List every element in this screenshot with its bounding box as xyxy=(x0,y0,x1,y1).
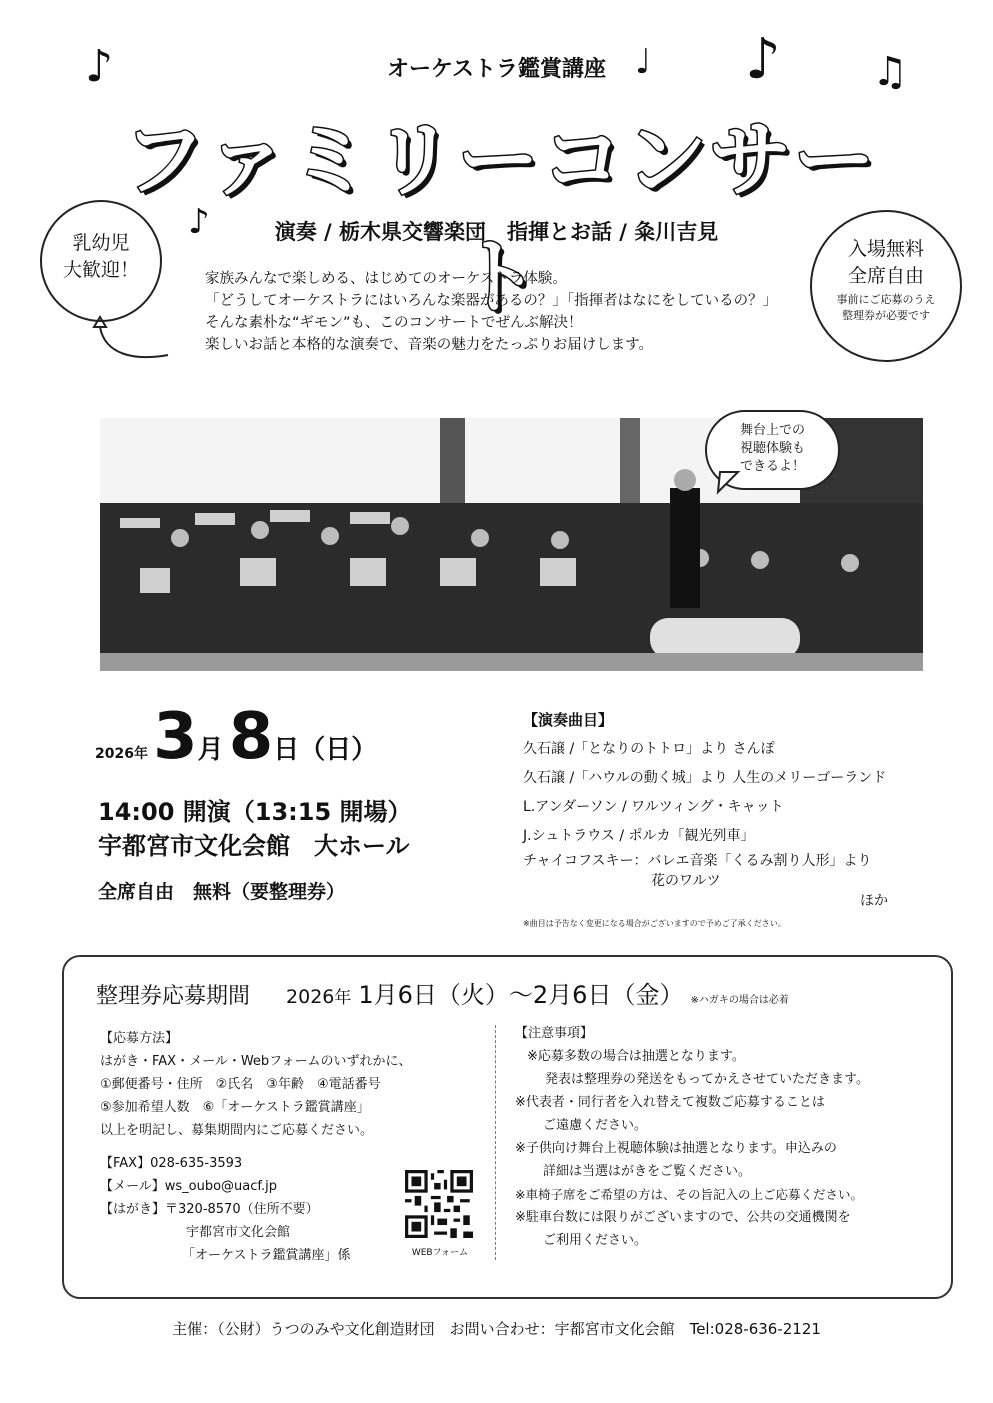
period-range: 1月6日（火）～2月6日（金） xyxy=(358,981,684,1009)
program-item: 花のワルツ xyxy=(651,873,721,889)
music-note-icon: ♪ xyxy=(745,27,781,92)
caution-line: ご利用ください。 xyxy=(543,1233,648,1248)
application-period xyxy=(96,975,789,1010)
program-item: 久石譲 /「となりのトトロ」より さんぽ xyxy=(523,741,775,757)
program-others: ほか xyxy=(860,893,888,909)
program-heading: 【演奏曲目】 xyxy=(523,711,614,729)
badge-line3: 事前にご応募のうえ xyxy=(836,293,936,306)
caution-line: ご遠慮ください。 xyxy=(543,1118,648,1133)
bubble-line: できるよ！ xyxy=(739,459,805,474)
date-year: 2026 xyxy=(95,746,134,762)
date-month-suffix: 月 xyxy=(197,735,224,765)
badge-line2: 全席自由 xyxy=(847,265,924,287)
intro-line: 「どうしてオーケストラにはいろんな楽器があるの？」「指揮者はなにをしているの？」 xyxy=(205,293,778,309)
start-time: 14:00 開演（13:15 開場） xyxy=(98,798,412,826)
intro-line: そんな素朴な“ギモン”も、このコンサートでぜんぶ解決！ xyxy=(205,315,583,331)
cautions xyxy=(515,1022,940,1252)
qr-label: WEBフォーム xyxy=(411,1248,469,1258)
caution-line: ※子供向け舞台上視聴体験は抽選となります。申込みの xyxy=(515,1141,837,1156)
music-note-icon: ♪ xyxy=(188,202,210,242)
series-title: オーケストラ鑑賞講座 xyxy=(386,57,607,82)
email-address: 【メール】ws_oubo@uacf.jp xyxy=(100,1179,278,1194)
intro-line: 楽しいお話と本格的な演奏で、音楽の魅力をたっぷりお届けします。 xyxy=(205,337,654,353)
method-line: ⑤参加希望人数 ⑥「オーケストラ鑑賞講座」 xyxy=(100,1100,370,1115)
beamed-notes-icon: ♫ xyxy=(872,49,908,95)
balloon-line1: 乳幼児 xyxy=(72,232,130,254)
cautions-heading: 【注意事項】 xyxy=(515,1026,594,1041)
method-line: ①郵便番号・住所 ②氏名 ③年齢 ④電話番号 xyxy=(100,1077,381,1092)
date-month: 3 xyxy=(153,700,198,774)
method-line: はがき・FAX・メール・Webフォームのいずれかに、 xyxy=(100,1054,412,1069)
caution-line: ※代表者・同行者を入れ替えて複数ご応募することは xyxy=(515,1095,825,1110)
caution-line: ※車椅子席をご希望の方は、その旨記入の上ご応募ください。 xyxy=(515,1187,863,1202)
postal-address-line3: 「オーケストラ鑑賞講座」係 xyxy=(182,1248,351,1263)
seating-info: 全席自由 無料（要整理券） xyxy=(98,881,346,903)
balloon-string-icon xyxy=(90,315,180,365)
concert-title: ファミリーコンサート xyxy=(122,113,878,325)
bubble-line: 視聴体験も xyxy=(739,441,805,456)
badge-line1: 入場無料 xyxy=(847,238,924,260)
program-list xyxy=(523,706,943,931)
infant-welcome-balloon xyxy=(40,200,162,322)
program-item: J.シュトラウス / ポルカ「観光列車」 xyxy=(523,828,755,844)
fax-number: 【FAX】028-635-3593 xyxy=(100,1156,243,1171)
postal-address: 【はがき】〒320-8570（住所不要） xyxy=(100,1202,319,1217)
caution-line: ※応募多数の場合は抽選となります。 xyxy=(527,1049,745,1064)
organizer-contact-footer: 主催：（公財）うつのみや文化創造財団 お問い合わせ：宇都宮市文化会館 Tel:028-636-2121 xyxy=(172,1320,821,1338)
caution-line: 発表は整理券の発送をもってかえさせていただきます。 xyxy=(545,1072,869,1087)
bubble-tail-icon xyxy=(716,470,742,496)
program-item: 久石譲 /「ハウルの動く城」より 人生のメリーゴーランド xyxy=(523,770,887,786)
caution-line: ※駐車台数には限りがございますので、公共の交通機関を xyxy=(515,1210,851,1225)
section-divider xyxy=(495,1025,496,1260)
period-note: ※ハガキの場合は必着 xyxy=(690,995,789,1006)
bubble-line: 舞台上での xyxy=(739,423,805,438)
music-note-icon: ♩ xyxy=(635,42,652,82)
venue: 宇都宮市文化会館 大ホール xyxy=(98,832,410,860)
period-year: 2026 xyxy=(286,986,335,1008)
badge-line4: 整理券が必要です xyxy=(842,309,930,322)
program-caveat: ※曲目は予告なく変更になる場合がございますので予めご了承ください。 xyxy=(523,919,786,928)
date-year-suffix: 年 xyxy=(133,746,148,762)
program-item: L.アンダーソン / ワルツィング・キャット xyxy=(523,799,784,815)
time-venue xyxy=(98,795,412,863)
date-day-suffix: 日 xyxy=(273,735,300,765)
balloon-line2: 大歓迎！ xyxy=(62,259,139,281)
method-heading: 【応募方法】 xyxy=(100,1031,179,1046)
program-item: チャイコフスキー：バレエ音楽「くるみ割り人形」より xyxy=(523,853,872,869)
method-line: 以上を明記し、募集期間内にご応募ください。 xyxy=(100,1123,374,1138)
postal-address-line2: 宇都宮市文化会館 xyxy=(186,1225,291,1240)
intro-text xyxy=(205,268,815,356)
period-year-suffix: 年 xyxy=(334,988,352,1008)
date-day: 8 xyxy=(228,700,274,774)
performers-line: 演奏 / 栃木県交響楽団 指揮とお話 / 粂川吉見 xyxy=(274,220,719,244)
date-weekday: （日） xyxy=(299,735,378,765)
period-label: 整理券応募期間 xyxy=(96,984,251,1009)
caution-line: 詳細は当選はがきをご覧ください。 xyxy=(543,1164,752,1179)
intro-line: 家族みんなで楽しめる、はじめてのオーケストラ体験。 xyxy=(205,271,567,287)
web-form-qr-code[interactable] xyxy=(405,1170,473,1238)
free-admission-badge xyxy=(810,210,962,362)
event-date xyxy=(95,700,495,774)
music-note-icon: ♪ xyxy=(85,41,114,92)
